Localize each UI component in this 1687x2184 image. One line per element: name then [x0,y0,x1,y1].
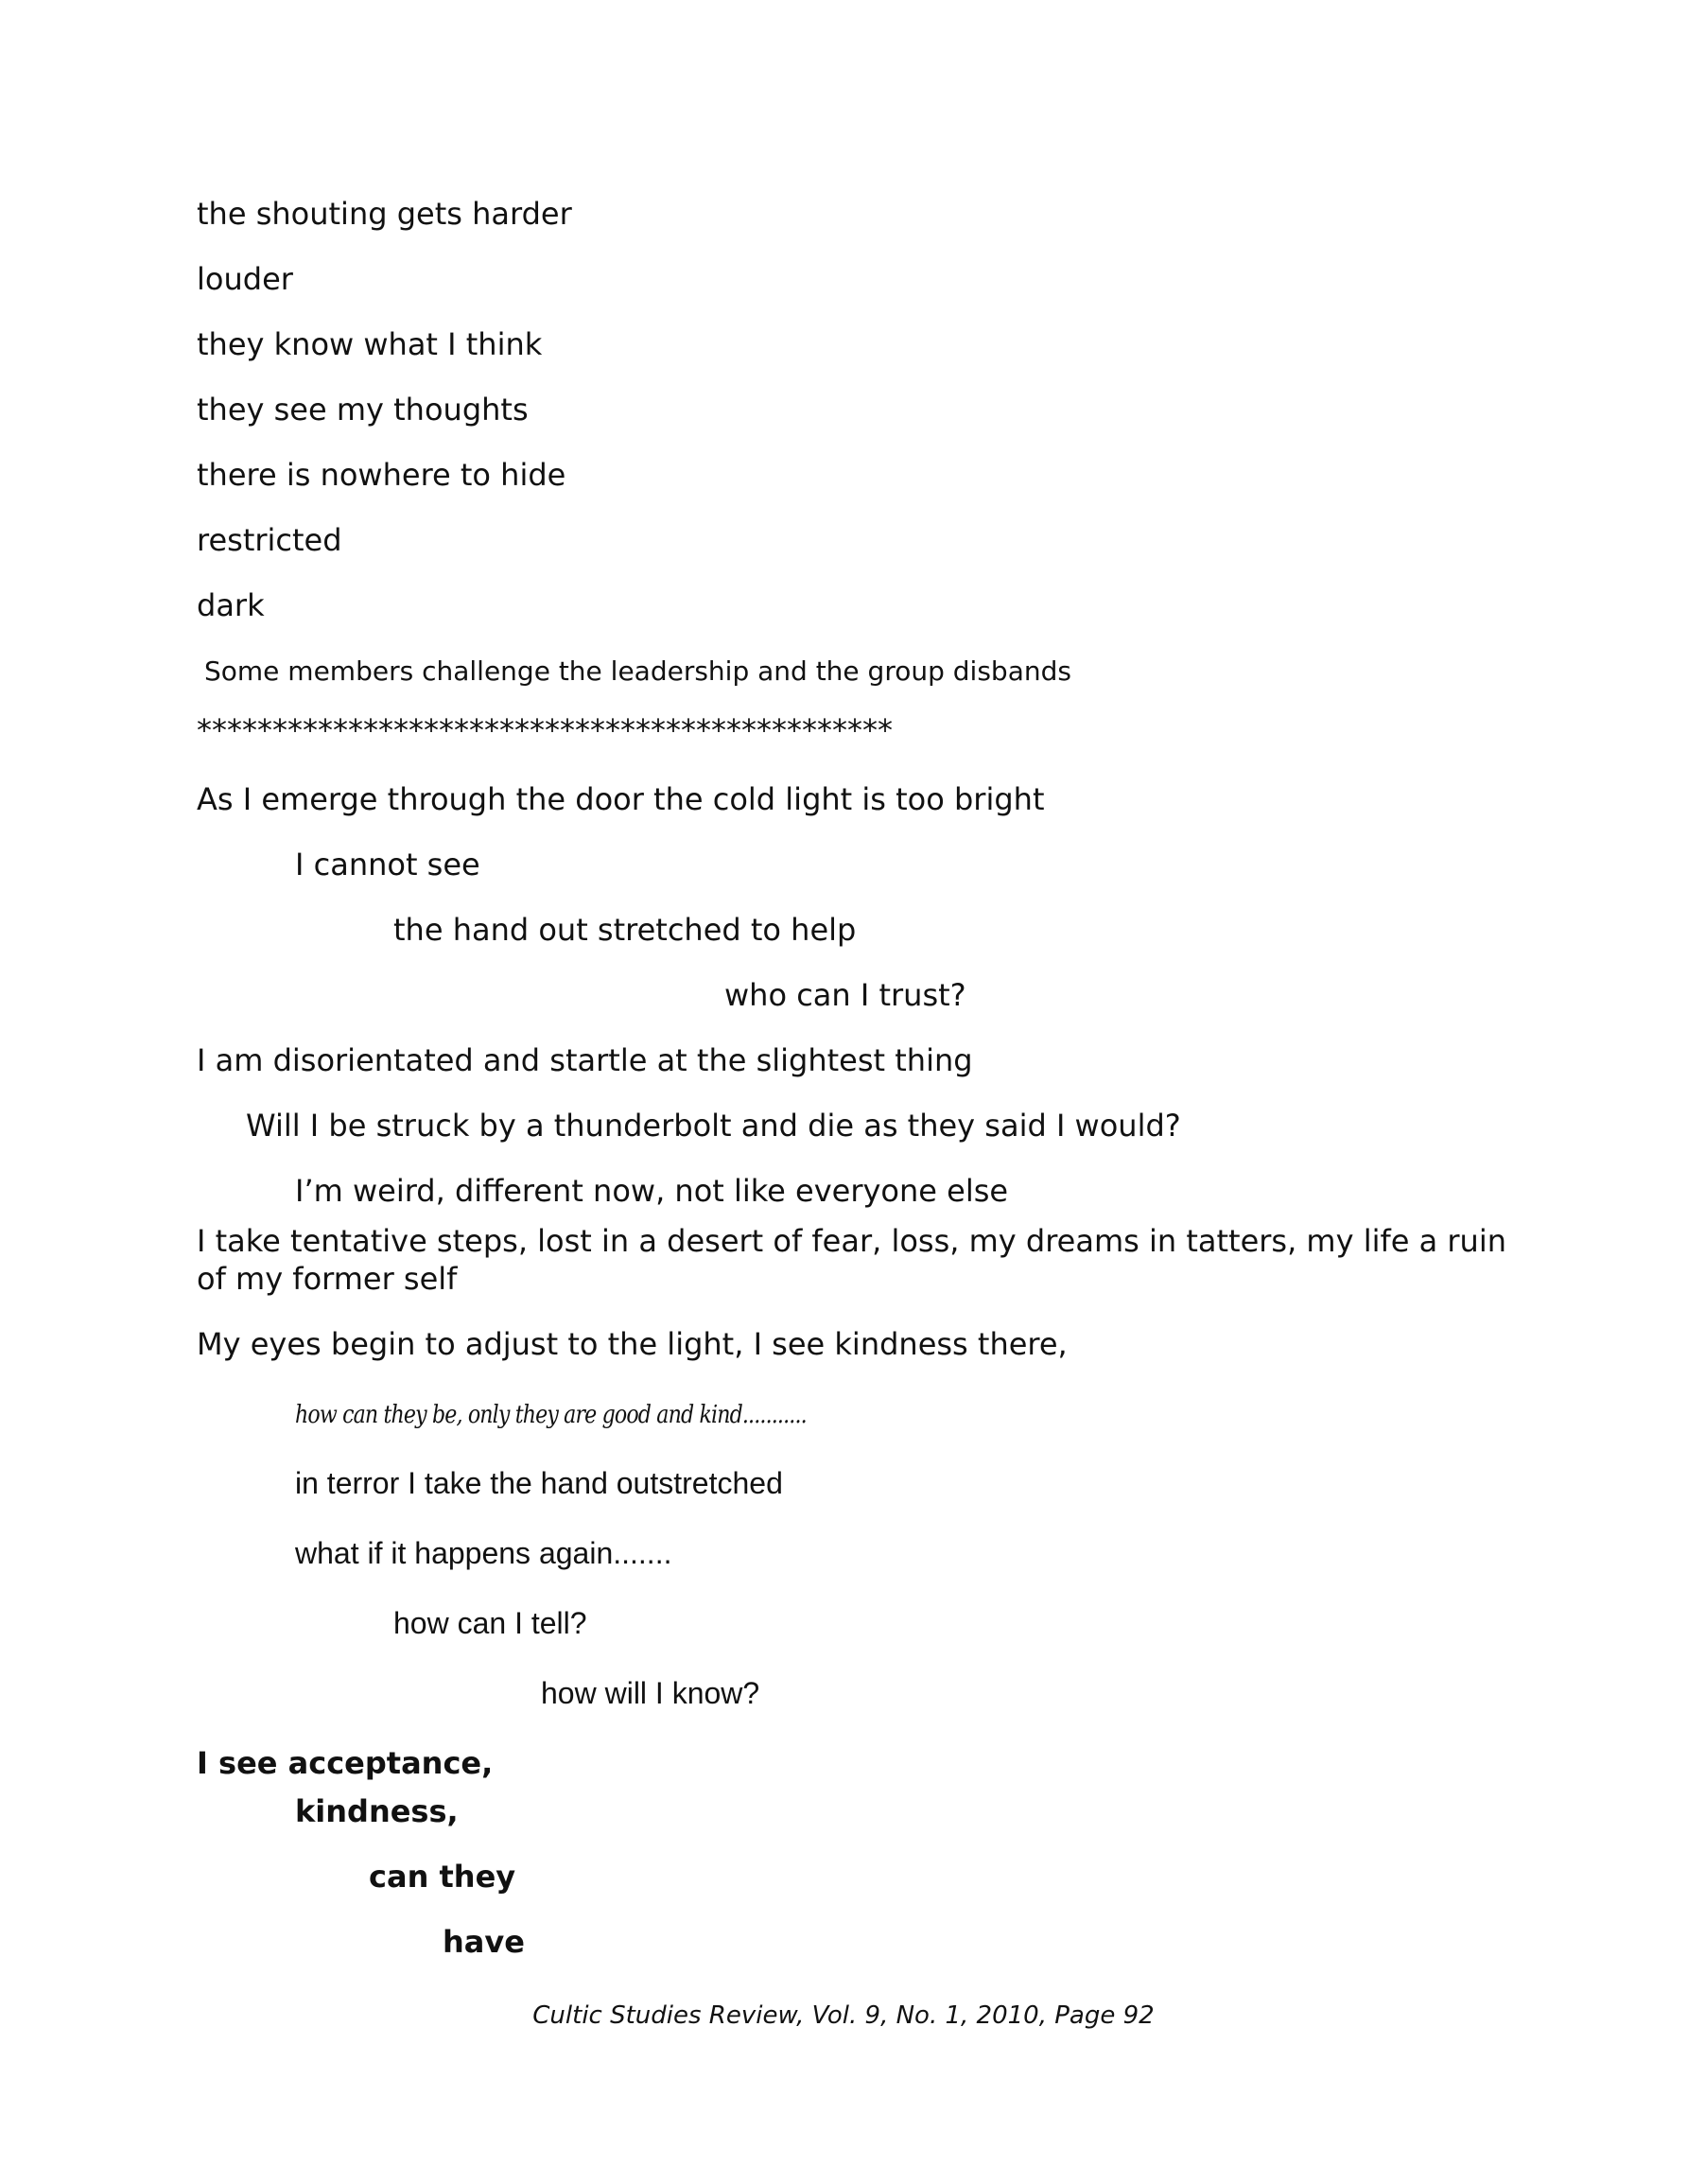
poem-line: louder [197,261,293,297]
poem-line: they know what I think [197,326,543,362]
poem-line-bold: have [443,1924,525,1960]
poem-line-casual: what if it happens again....... [295,1536,672,1570]
poem-line: As I emerge through the door the cold light is too bright [197,781,1045,817]
poem-line: My eyes begin to adjust to the light, I see kindness there, [197,1326,1068,1362]
poem-line: I am disorientated and startle at the slightest thing [197,1042,973,1078]
poem-line: who can I trust? [724,977,966,1013]
poem-line: they see my thoughts [197,392,529,428]
poem-line-casual: how will I know? [541,1676,760,1710]
poem-line: dark [197,587,265,623]
poem-line: I take tentative steps, lost in a desert of fear, loss, my dreams in tatters, my life a ruin of my former self [197,1223,1506,1297]
poem-line: Will I be struck by a thunderbolt and die as they said I would? [246,1108,1181,1144]
poem-line-bold: kindness, [295,1793,459,1829]
stage-note: Some members challenge the leadership and the group disbands [204,655,1071,687]
poem-line: I’m weird, different now, not like everyone else [295,1173,1009,1209]
poem-line-bold: can they [369,1859,516,1895]
poem-line-bold: I see acceptance, [197,1745,494,1781]
page-footer-citation: Cultic Studies Review, Vol. 9, No. 1, 2010, Page 92 [532,2001,1155,2030]
poem-line: I cannot see [295,847,480,882]
poem-line: there is nowhere to hide [197,457,566,493]
section-separator: ********************************************** [197,712,893,748]
poem-line-handwritten: how can they be, only they are good and kind........... [295,1401,807,1429]
poem-line: restricted [197,522,342,558]
poem-line-casual: in terror I take the hand outstretched [295,1466,783,1500]
poem-line: the hand out stretched to help [393,912,857,948]
poem-line-casual: how can I tell? [393,1606,587,1640]
poem-line: the shouting gets harder [197,196,572,232]
